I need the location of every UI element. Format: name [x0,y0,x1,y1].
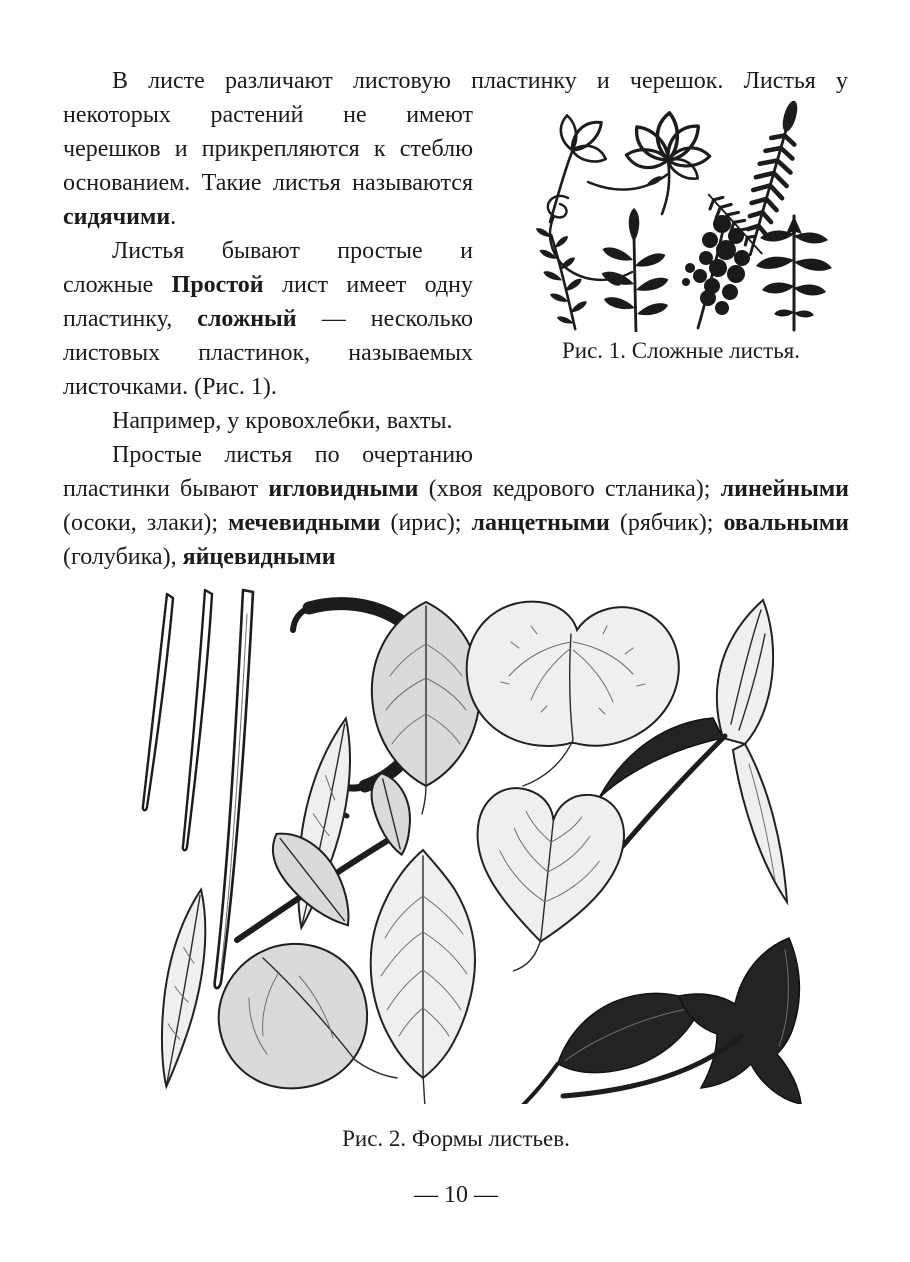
text-run: лист имеет одну пластинку, [63,272,474,332]
bold-term: овальными [723,510,849,536]
float-spacer [848,64,849,98]
linear-leaf-icon [215,590,253,988]
text-run: . [170,204,177,230]
paragraph [63,404,849,438]
figure1-illustration [516,98,846,332]
text-run: (голубика), [63,544,183,570]
bold-term: игловидными [268,476,419,502]
bold-term: Простой [171,272,264,298]
bold-term: линейными [720,476,849,502]
dark-oblong-leaf-icon [482,970,712,1104]
paragraph [63,438,849,574]
text-run: Например, у кровохлебки, вахты. [112,408,453,434]
page-number: — 10 — [414,1182,498,1208]
palmate-leaf-icon [624,111,710,214]
figure2-caption: Рис. 2. Формы листьев. [342,1126,570,1151]
narrow-lanceolate-leaf-icon [149,886,217,1089]
serrate-ovate-leaf-icon [371,850,475,1104]
bold-term: ланцетными [471,510,610,536]
text-run: (рябчик); [609,510,724,536]
bold-term: яйцевидными [182,544,336,570]
text-run: Листья бывают простые и сложные [63,238,473,298]
bold-term: сложный [197,306,297,332]
text-run: (хвоя кедрового стланика); [418,476,721,502]
bold-term: мечевидными [228,510,381,536]
text-run: (ирис); [380,510,472,536]
text-run: Простые листья по очертанию пластинки бывают [63,442,473,502]
needle-leaf-icon [143,590,212,850]
cordate-leaf-icon [463,784,628,981]
tendril-leaf-icon [548,174,668,288]
text-run: — несколько листовых пластинок, называемых листочками. (Рис. 1). [63,306,474,400]
text-run: В листе различают листовую пластинку и черешок. Листья у некоторых растений не имеют черешков и прикрепляются к стеблю основанием. Такие листья называются [63,68,848,196]
bushy-compound-leaf-icon [682,215,750,328]
lobed-pinnate-leaf-icon [756,216,832,330]
text-column [63,64,849,1212]
rowan-leaf-icon [600,208,670,332]
figure2-illustration [101,584,811,1104]
figure-1 [513,98,849,366]
figure1-caption: Рис. 1. Сложные листья. [561,338,801,363]
figure-2 [101,584,811,1154]
bold-term: сидячими [63,204,171,230]
trifoliate-leaf-icon [550,115,608,222]
text-run: (осоки, злаки); [63,510,229,536]
